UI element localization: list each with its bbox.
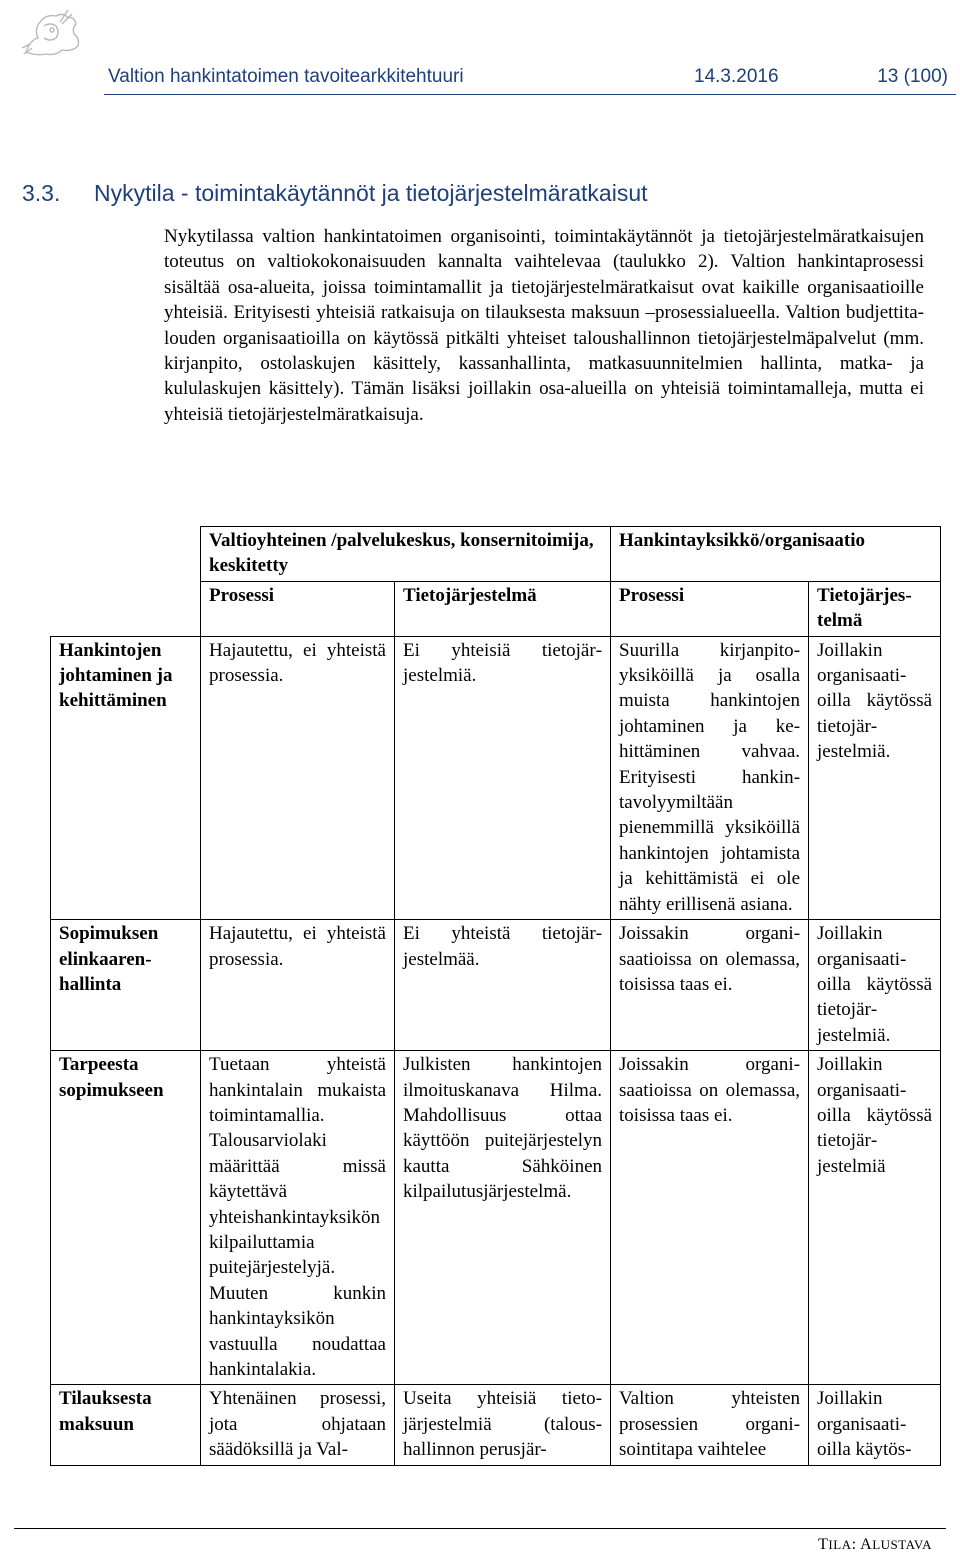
header-rule [104, 94, 956, 95]
group-header-central: Valtioyhteinen /palvelukeskus, konsernitoimija, keskitetty [201, 527, 611, 582]
table-row [51, 636, 941, 919]
section-heading [22, 180, 648, 207]
body-paragraph: Nykytilassa valtion hankintatoimen organisointi, toimintakäytännöt ja tietojärjestelmäratkaisujen toteutus on valtiokokonaisuuden kannalta vaihtelevaa (taulukko 2). Valtion hankintaprosessi sisältää osa-alueita, joissa toimintamallit ja tietojärjestelmäratkaisut ovat kaikille organisaatioille yhteisiä. Erityisesti yhteisiä ratkaisuja on tilauksesta maksuun –prosessialueella. Valtion budjettitalouden organisaatioilla on käytössä pitkälti yhteiset taloushallinnon tietojärjestelmäpalvelut (mm. kirjanpito, ostolaskujen käsittely, kassanhallinta, matkasuunnitelmien hallinta, matka- ja kululaskujen käsittely). Tämän lisäksi joillakin osa-alueilla on yhteisiä toimintamalleja, mutta ei yhteisiä tietojärjestelmäratkaisuja. [164, 226, 924, 425]
cell-central-system: Ei yhteisiä tietojärjestelmiä. [395, 636, 611, 919]
cell-central-system: Useita yhteisiä tietojärjestelmiä (taloushallinnon perusjär- [395, 1385, 611, 1465]
row-header-area: Hankintojen johtaminen ja kehittäminen [51, 636, 201, 919]
status-label-initial: T [818, 1536, 829, 1553]
cell-unit-process: Joissakin organisaatioissa on olemassa, toisissa taas ei. [611, 920, 809, 1051]
table-row [51, 1385, 941, 1465]
row-header-area: Tilauksesta maksuun [51, 1385, 201, 1465]
section-number: 3.3. [22, 180, 61, 206]
cell-unit-system: Joillakin organisaatioilla käytössä tietojärjestelmiä [809, 1051, 941, 1385]
table-group-header-row [51, 527, 941, 582]
cell-unit-system: Joillakin organisaatioilla käytössä tietojärjestelmiä. [809, 636, 941, 919]
column-header-central-process: Prosessi [201, 581, 395, 636]
comparison-table [50, 526, 941, 1466]
row-header-area: Tarpeesta sopimukseen [51, 1051, 201, 1385]
cell-central-process: Hajautettu, ei yhteistä prosessia. [201, 636, 395, 919]
row-header-area: Sopimuksen elinkaarenhallinta [51, 920, 201, 1051]
column-header-unit-process: Prosessi [611, 581, 809, 636]
cell-unit-system: Joillakin organisaatioilla käytös- [809, 1385, 941, 1465]
cell-unit-process: Joissakin organisaatioissa on olemassa, toisissa taas ei. [611, 1051, 809, 1385]
cell-central-system: Julkisten hankintojen ilmoituskanava Hilma. Mahdollisuus ottaa käyttöön puitejärjestelyn kautta Sähköinen kilpailutusjärjestelmä. [395, 1051, 611, 1385]
cell-central-process: Tuetaan yhteistä hankintalain mukaista toimintamallia. Talousarviolaki määrittää missä käytettävä yhteishankintayksikön kilpailuttamia puitejärjestelyjä. Muuten kunkin hankintayksikön vastuulla noudattaa hankintalakia. [201, 1051, 395, 1385]
status-separator: : [851, 1536, 861, 1553]
table-row [51, 920, 941, 1051]
group-header-unit: Hankintayksikkö/organisaatio [611, 527, 941, 582]
status-value-rest: LUSTAVA [872, 1537, 932, 1552]
section-title: Nykytila - toimintakäytännöt ja tietojärjestelmäratkaisut [94, 180, 648, 206]
cell-central-process: Hajautettu, ei yhteistä prosessia. [201, 920, 395, 1051]
page-number: 13 (100) [877, 66, 948, 87]
cell-unit-process: Valtion yhteisten prosessien organisointitapa vaihtelee [611, 1385, 809, 1465]
footer-rule [14, 1528, 946, 1529]
table-corner-cell [51, 527, 201, 637]
finnish-coat-of-arms-logo [16, 4, 86, 58]
cell-central-system: Ei yhteistä tietojärjestelmää. [395, 920, 611, 1051]
cell-central-process: Yhtenäinen prosessi, jota ohjataan säädöksillä ja Val- [201, 1385, 395, 1465]
table-row [51, 1051, 941, 1385]
document-status [818, 1536, 932, 1554]
column-header-central-system: Tietojärjestelmä [395, 581, 611, 636]
column-header-unit-system: Tietojärjestelmä [809, 581, 941, 636]
document-title: Valtion hankintatoimen tavoitearkkitehtuuri [108, 66, 464, 87]
cell-unit-process: Suurilla kirjanpitoyksiköillä ja osalla muista hankintojen johtaminen ja kehittäminen vahvaa. Erityisesti hankintavolyymiltään pienemmillä yksiköillä hankintojen johtamista ja kehittämistä ei ole nähty erillisenä asiana. [611, 636, 809, 919]
status-value-initial: A [860, 1536, 873, 1553]
status-label-rest: ILA [828, 1537, 852, 1552]
cell-unit-system: Joillakin organisaatioilla käytössä tietojärjestelmiä. [809, 920, 941, 1051]
document-date: 14.3.2016 [694, 66, 779, 87]
